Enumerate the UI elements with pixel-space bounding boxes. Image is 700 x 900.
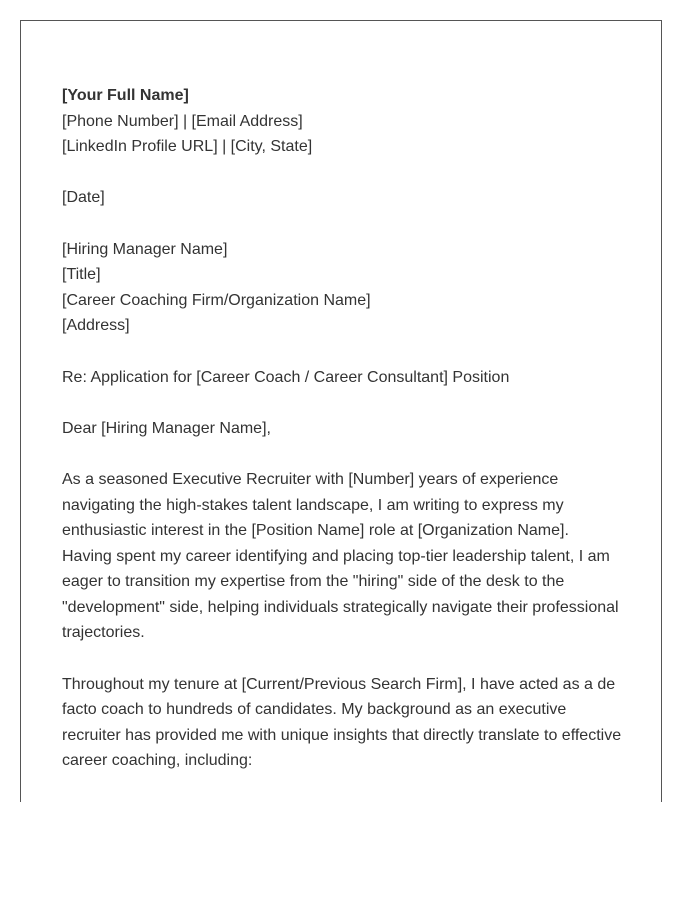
paragraph-2-line: facto coach to hundreds of candidates. My background as an executive xyxy=(62,701,567,719)
recipient-title: [Title] xyxy=(62,266,101,284)
sender-contact-line: [Phone Number] | [Email Address] xyxy=(62,112,303,130)
paragraph-1-line: Having spent my career identifying and placing top-tier leadership talent, I am xyxy=(62,547,610,565)
sender-links-line: [LinkedIn Profile URL] | [City, State] xyxy=(62,138,313,156)
letter-date: [Date] xyxy=(62,189,105,207)
salutation: Dear [Hiring Manager Name], xyxy=(62,419,271,437)
paragraph-1-line: eager to transition my expertise from the "hiring" side of the desk to the xyxy=(62,573,565,591)
paragraph-2-line: recruiter has provided me with unique insights that directly translate to effective xyxy=(62,726,622,744)
subject-block xyxy=(62,365,627,391)
sender-header xyxy=(62,83,627,160)
paragraph-1-line: trajectories. xyxy=(62,624,145,642)
paragraph-1-line: enthusiastic interest in the [Position Name] role at [Organization Name]. xyxy=(62,522,569,540)
sender-name: [Your Full Name] xyxy=(62,87,189,104)
paragraph-1 xyxy=(62,467,627,646)
recipient-block xyxy=(62,237,627,339)
subject-line: Re: Application for [Career Coach / Career Consultant] Position xyxy=(62,368,510,386)
paragraph-2-line: Throughout my tenure at [Current/Previous Search Firm], I have acted as a de xyxy=(62,675,616,693)
recipient-name: [Hiring Manager Name] xyxy=(62,240,228,258)
paragraph-1-line: "development" side, helping individuals strategically navigate their professional xyxy=(62,598,619,616)
letter-date-block xyxy=(62,185,627,211)
letter-body xyxy=(62,83,627,800)
recipient-address: [Address] xyxy=(62,317,130,335)
recipient-organization: [Career Coaching Firm/Organization Name] xyxy=(62,291,371,309)
paragraph-1-line: As a seasoned Executive Recruiter with [Number] years of experience xyxy=(62,470,559,488)
salutation-block xyxy=(62,416,627,442)
paragraph-2-line: career coaching, including: xyxy=(62,752,253,770)
paragraph-1-line: navigating the high-stakes talent landscape, I am writing to express my xyxy=(62,496,564,514)
paragraph-2 xyxy=(62,672,627,774)
letter-page xyxy=(20,20,662,802)
